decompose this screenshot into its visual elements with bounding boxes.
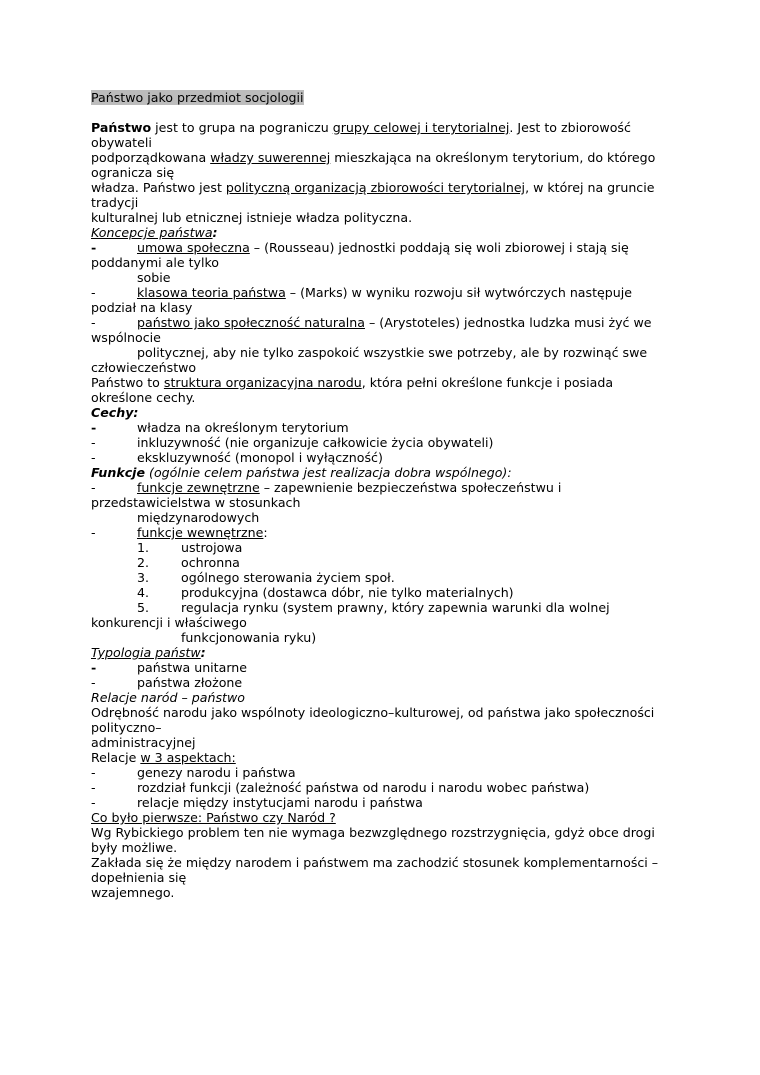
list-item: - inkluzywność (nie organizuje całkowicie życia obywateli) (91, 435, 494, 450)
pierwsze-line-2: były możliwe. (91, 840, 178, 855)
koncepcje-heading: Koncepcje państwa: (91, 225, 218, 240)
relacje-line-1: Odrębność narodu jako wspólnoty ideologiczno–kulturowej, od państwa jako społeczności (91, 705, 655, 720)
numbered-item: 2. ochronna (137, 555, 240, 570)
intro-line-2: obywateli (91, 135, 152, 150)
list-item: - ekskluzywność (monopol i wyłączność) (91, 450, 383, 465)
struktura-line-2: określone cechy. (91, 390, 196, 405)
intro-line-5: władza. Państwo jest polityczną organizacją zbiorowości terytorialnej, w której na gruncie (91, 180, 655, 195)
list-item-cont: politycznej, aby nie tylko zaspokoić wszystkie swe potrzeby, ale by rozwinąć swe (137, 345, 648, 360)
list-item-cont: sobie (137, 270, 171, 285)
intro-line-1: Państwo jest to grupa na pograniczu grupy celowej i terytorialnej. Jest to zbiorowość (91, 120, 631, 135)
intro-line-4: ogranicza się (91, 165, 175, 180)
typologia-heading: Typologia państw: (91, 645, 206, 660)
pierwsze-line-3: Zakłada się że między narodem i państwem ma zachodzić stosunek komplementarności – (91, 855, 659, 870)
list-item-cont: konkurencji i właściwego (91, 615, 247, 630)
numbered-item: 1. ustrojowa (137, 540, 243, 555)
list-item: - klasowa teoria państwa – (Marks) w wyniku rozwoju sił wytwórczych następuje (91, 285, 632, 300)
list-item: - genezy narodu i państwa (91, 765, 296, 780)
relacje-line-3: administracyjnej (91, 735, 196, 750)
pierwsze-line-4: dopełnienia się (91, 870, 187, 885)
list-item: - funkcje wewnętrzne: (91, 525, 268, 540)
numbered-item: 5. regulacja rynku (system prawny, który zapewnia warunki dla wolnej (137, 600, 610, 615)
list-item-cont: międzynarodowych (137, 510, 260, 525)
list-item-cont: człowieczeństwo (91, 360, 197, 375)
numbered-item: 3. ogólnego sterowania życiem społ. (137, 570, 395, 585)
funkcje-heading: Funkcje (ogólnie celem państwa jest realizacja dobra wspólnego): (91, 465, 512, 480)
list-item-cont: poddanymi ale tylko (91, 255, 220, 270)
cechy-heading: Cechy: (91, 405, 139, 420)
list-item: - państwa unitarne (91, 660, 248, 675)
list-item: - relacje między instytucjami narodu i państwa (91, 795, 423, 810)
pierwsze-line-5: wzajemnego. (91, 885, 175, 900)
pierwsze-line-1: Wg Rybickiego problem ten nie wymaga bezwzględnego rozstrzygnięcia, gdyż obce drogi (91, 825, 655, 840)
aspekty-line: Relacje w 3 aspektach: (91, 750, 236, 765)
list-item: - państwa złożone (91, 675, 243, 690)
list-item-cont: wspólnocie (91, 330, 161, 345)
pierwsze-heading: Co było pierwsze: Państwo czy Naród ? (91, 810, 336, 825)
list-item: - rozdział funkcji (zależność państwa od narodu i narodu wobec państwa) (91, 780, 590, 795)
struktura-line: Państwo to struktura organizacyjna narodu, która pełni określone funkcje i posiada (91, 375, 614, 390)
relacje-line-2: polityczno– (91, 720, 162, 735)
list-item: - umowa społeczna – (Rousseau) jednostki poddają się woli zbiorowej i stają się (91, 240, 629, 255)
list-item: - państwo jako społeczność naturalna – (Arystoteles) jednostka ludzka musi żyć we (91, 315, 652, 330)
numbered-item: 4. produkcyjna (dostawca dóbr, nie tylko materialnych) (137, 585, 514, 600)
list-item: - funkcje zewnętrzne – zapewnienie bezpieczeństwa społeczeństwu i (91, 480, 562, 495)
list-item-cont: funkcjonowania ryku) (181, 630, 317, 645)
intro-line-3: podporządkowana władzy suwerennej mieszkająca na określonym terytorium, do którego (91, 150, 656, 165)
list-item: - władza na określonym terytorium (91, 420, 349, 435)
list-item-cont: podział na klasy (91, 300, 193, 315)
page-title: Państwo jako przedmiot socjologii (91, 90, 304, 105)
intro-line-7: kulturalnej lub etnicznej istnieje władza polityczna. (91, 210, 413, 225)
intro-line-6: tradycji (91, 195, 139, 210)
list-item-cont: przedstawicielstwa w stosunkach (91, 495, 301, 510)
relacje-heading: Relacje naród – państwo (91, 690, 245, 705)
